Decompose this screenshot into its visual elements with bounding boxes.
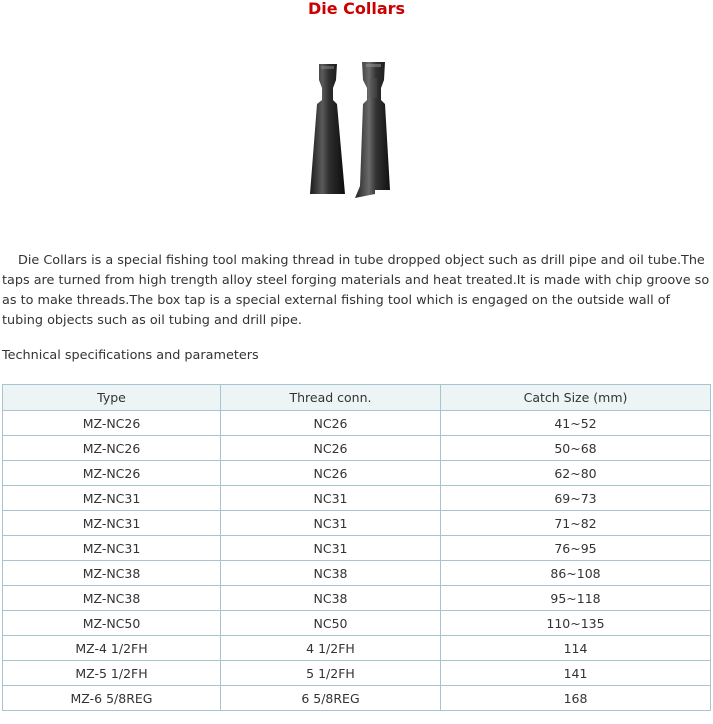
cell-thread: NC31: [221, 536, 441, 561]
cell-catch: 71~82: [441, 511, 711, 536]
page-title: Die Collars: [307, 0, 406, 18]
cell-type: MZ-NC38: [3, 586, 221, 611]
table-row: [3, 561, 711, 586]
cell-catch: 141: [441, 661, 711, 686]
cell-type: MZ-5 1/2FH: [3, 661, 221, 686]
cell-catch: 76~95: [441, 536, 711, 561]
cell-thread: 5 1/2FH: [221, 661, 441, 686]
table-row: [3, 411, 711, 436]
table-row: [3, 536, 711, 561]
cell-type: MZ-NC31: [3, 536, 221, 561]
cell-catch: 86~108: [441, 561, 711, 586]
cell-thread: 6 5/8REG: [221, 686, 441, 711]
cell-type: MZ-NC31: [3, 511, 221, 536]
cell-thread: NC38: [221, 561, 441, 586]
cell-type: MZ-NC50: [3, 611, 221, 636]
cell-catch: 69~73: [441, 486, 711, 511]
cell-thread: NC26: [221, 411, 441, 436]
cell-type: MZ-NC38: [3, 561, 221, 586]
cell-catch: 50~68: [441, 436, 711, 461]
cell-catch: 110~135: [441, 611, 711, 636]
cell-thread: NC50: [221, 611, 441, 636]
table-row: [3, 461, 711, 486]
cell-thread: NC38: [221, 586, 441, 611]
cell-type: MZ-NC26: [3, 461, 221, 486]
table-row: [3, 686, 711, 711]
table-row: [3, 486, 711, 511]
cell-type: MZ-NC31: [3, 486, 221, 511]
cell-catch: 95~118: [441, 586, 711, 611]
table-row: [3, 511, 711, 536]
cell-thread: NC31: [221, 486, 441, 511]
cell-type: MZ-4 1/2FH: [3, 636, 221, 661]
cell-catch: 41~52: [441, 411, 711, 436]
product-description: Die Collars is a special fishing tool making thread in tube dropped object such as drill pipe and oil tube.The taps are turned from high trength alloy steel forging materials and heat treated.It is made with chip groove so as to make threads.The box tap is a special external fishing tool which is engaged on the outside wall of tubing objects such as oil tubing and drill pipe.: [2, 253, 710, 328]
header-thread-conn: Thread conn.: [221, 385, 441, 411]
die-collars-photo: [305, 58, 405, 208]
table-row: [3, 661, 711, 686]
spec-table: [2, 384, 711, 711]
header-type: Type: [3, 385, 221, 411]
cell-thread: NC26: [221, 461, 441, 486]
cell-type: MZ-NC26: [3, 436, 221, 461]
table-row: [3, 436, 711, 461]
cell-thread: NC26: [221, 436, 441, 461]
cell-type: MZ-6 5/8REG: [3, 686, 221, 711]
cell-catch: 114: [441, 636, 711, 661]
table-row: [3, 611, 711, 636]
cell-thread: NC31: [221, 511, 441, 536]
cell-thread: 4 1/2FH: [221, 636, 441, 661]
header-catch-size: Catch Size (mm): [441, 385, 711, 411]
cell-catch: 168: [441, 686, 711, 711]
table-header-row: [3, 385, 711, 411]
cell-type: MZ-NC26: [3, 411, 221, 436]
cell-catch: 62~80: [441, 461, 711, 486]
spec-heading: Technical specifications and parameters: [2, 348, 259, 363]
table-row: [3, 586, 711, 611]
table-row: [3, 636, 711, 661]
